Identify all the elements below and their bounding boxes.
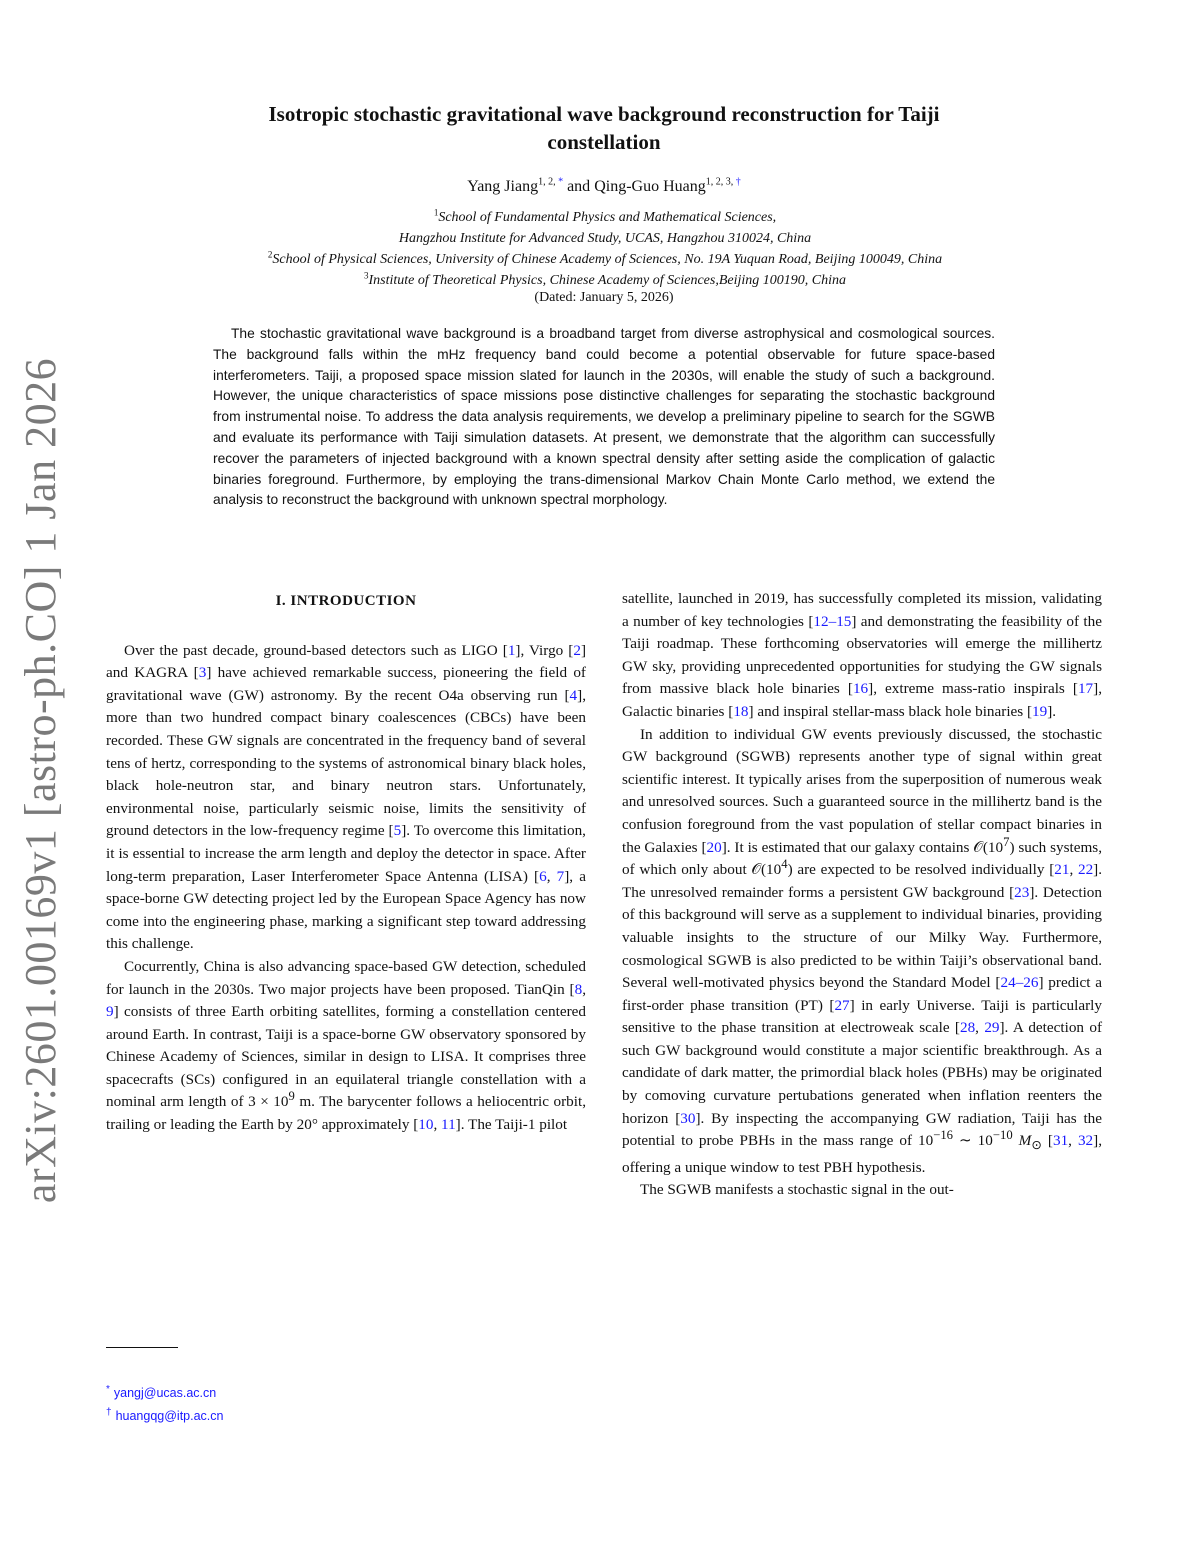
- footnote-2: [106, 1403, 406, 1426]
- arxiv-identifier: arXiv:2601.00169v1 [astro-ph.CO] 1 Jan 2026: [16, 357, 66, 1203]
- citation-link[interactable]: 16: [852, 680, 869, 698]
- author-conjunction: and: [563, 178, 595, 195]
- citation-link[interactable]: 11: [441, 1116, 456, 1134]
- affiliation-2: $^2$School of Physical Sciences, University of Chinese Academy of Sciences, No. 19A Yuquan Road, Beijing 100049, China: [267, 249, 943, 267]
- citation-link[interactable]: 12–15: [813, 612, 852, 630]
- citation-link[interactable]: 17: [1077, 680, 1094, 698]
- citation-link[interactable]: 18: [733, 702, 749, 720]
- citation-link[interactable]: 27: [834, 996, 850, 1014]
- footnotes: [106, 1380, 406, 1426]
- author-2-footnote-link[interactable]: †: [735, 176, 741, 188]
- affiliation-3: $^3$Institute of Theoretical Physics, Chinese Academy of Sciences,Beijing 100190, China: [364, 270, 846, 288]
- dated-line: (Dated: January 5, 2026): [534, 290, 674, 305]
- citation-link[interactable]: 23: [1014, 883, 1030, 901]
- intro-paragraph-3: In addition to individual GW events previously discussed, the stochastic GW background (SGWB) represents another type of signal within great scientific interest. It typically arises from the superposition of numerous weak and unresolved sources. Such a guaranteed source in the millihertz band is the confusion foreground from the vast population of stellar compact binaries in the Galaxies [20]. It is estimated that our galaxy contains $𝒪(10^7)$ such systems, of which only about $𝒪(10^4)$ are expected to be resolved individually [21, 22]. The unresolved remainder forms a persistent GW background [23]. Detection of this background will serve as a supplement to individual binaries, providing valuable insights to the structure of our Milky Way. Furthermore, cosmological SGWB is also predicted to be within Taiji’s observational band. Several well-motivated physics beyond the Standard Model [24–26] predict a first-order phase transition (PT) [27] in early Universe. Taiji is particularly sensitive to the phase transition at electroweak scale [28, 29]. A detection of such GW background would constitute a major scientific breakthrough. As a candidate of dark matter, the primordial black holes (PBHs) may be originated by comoving curvature pertubations generated when inflation reenters the horizon [30]. By inspecting the accompanying GW radiation, Taiji has the potential to probe PBHs in the mass range of $10^{-16}$ ∼ $10^{-10}$ $M_⊙$ [31, 32], offering a unique window to test PBH hypothesis.: [622, 725, 1103, 1176]
- author-1: Yang Jiang: [467, 178, 539, 195]
- citation-link[interactable]: 31: [1052, 1132, 1069, 1150]
- citation-link[interactable]: 4: [569, 686, 578, 704]
- citation-link[interactable]: 3: [198, 664, 207, 682]
- citation-link[interactable]: 22: [1077, 861, 1094, 879]
- section-heading-introduction: I. INTRODUCTION: [275, 593, 417, 609]
- citation-link[interactable]: 7: [556, 867, 565, 885]
- author-1-affil: 1, 2,: [538, 176, 559, 188]
- author-1-footnote-link[interactable]: *: [558, 176, 564, 188]
- citation-link[interactable]: 29: [984, 1019, 1000, 1037]
- intro-paragraph-1: Over the past decade, ground-based detectors such as LIGO [1], Virgo [2] and KAGRA [3] have achieved remarkable success, pioneering the field of gravitational wave (GW) astronomy. By the recent O4a observing run [4], more than two hundred compact binary coalescences (CBCs) have been recorded. These GW signals are concentrated in the frequency band of several tens of hertz, corresponding to the systems of astronomical binary black holes, black hole-neutron star, and binary neutron stars. Unfortunately, environmental noise, particularly seismic noise, limits the sensitivity of ground detectors in the low-frequency regime [5]. To overcome this limitation, it is essential to increase the arm length and deploy the detector in space. After long-term preparation, Laser Interferometer Space Antenna (LISA) [6, 7], a space-borne GW detecting project led by the European Space Agency has now come into the engineering phase, marking a significant step toward addressing this challenge.: [106, 641, 586, 953]
- arxiv-identifier-stamp: [6, 357, 76, 1203]
- footnote-2-mark: †: [106, 1407, 112, 1419]
- title-line-1: Isotropic stochastic gravitational wave background reconstruction for Taiji: [268, 102, 940, 126]
- citation-link[interactable]: 1: [507, 641, 516, 659]
- footnote-divider: [106, 1347, 178, 1348]
- citation-link[interactable]: 19: [1032, 702, 1048, 720]
- citation-link[interactable]: 5: [393, 822, 402, 840]
- citation-link[interactable]: 8: [574, 980, 583, 998]
- citation-link[interactable]: 6: [539, 867, 547, 885]
- intro-paragraph-2: Cocurrently, China is also advancing space-based GW detection, scheduled for launch in the 2030s. Two major projects have been proposed. TianQin [8, 9] consists of three Earth orbiting satellites, forming a constellation centered around Earth. In contrast, Taiji is a space-borne GW observatory sponsored by Chinese Academy of Sciences, similar in design to LISA. It comprises three spacecrafts (SCs) configured in an equilateral triangle constellation with a nominal arm length of $3 \times 10^9$ m. The barycenter follows a heliocentric orbit, trailing or leading the Earth by 20° approximately [10, 11]. The Taiji-1 pilot: [106, 957, 586, 1134]
- left-column: [106, 588, 586, 1137]
- author-2: Qing-Guo Huang: [594, 178, 706, 195]
- citation-link[interactable]: 28: [959, 1019, 976, 1037]
- abstract: The stochastic gravitational wave background is a broadband target from diverse astrophysical and cosmological sources. The background falls within the mHz frequency band could become a potential observable for future space-based interferometers. Taiji, a proposed space mission slated for launch in the 2030s, will enable the study of such a background. However, the unique characteristics of space missions pose distinctive challenges for separating the stochastic background from instrumental noise. To address the data analysis requirements, we develop a preliminary pipeline to search for the SGWB and evaluate its performance with Taiji simulation datasets. At present, we demonstrate that the algorithm can successfully recover the parameters of injected background with a known spectral density after setting aside the complication of galactic binaries foreground. Furthermore, by employing the trans-dimensional Markov Chain Monte Carlo method, we extend the analysis to reconstruct the background with unknown spectral morphology.: [213, 326, 995, 508]
- citation-link[interactable]: 24–26: [1000, 974, 1039, 992]
- intro-paragraph-2-cont: satellite, launched in 2019, has successfully completed its mission, validating a number of key technologies [12–15] and demonstrating the feasibility of the Taiji roadmap. These forthcoming observatories will emerge the millihertz GW sky, providing unprecedented opportunities for studying the GW signals from massive black hole binaries [16], extreme mass-ratio inspirals [17], Galactic binaries [18] and inspiral stellar-mass black hole binaries [19].: [622, 590, 1102, 720]
- citation-link[interactable]: 10: [418, 1116, 434, 1134]
- footnote-1: [106, 1380, 406, 1403]
- citation-link[interactable]: 20: [706, 838, 722, 856]
- paper-title: [150, 100, 1058, 156]
- footnote-1-mark: *: [106, 1384, 110, 1395]
- citation-link[interactable]: 2: [573, 641, 581, 659]
- affiliation-1-cont: Hangzhou Institute for Advanced Study, UCAS, Hangzhou 310024, China: [398, 231, 812, 246]
- citation-link[interactable]: 9: [106, 1003, 114, 1021]
- intro-paragraph-4: The SGWB manifests a stochastic signal in the out-: [640, 1181, 954, 1199]
- citation-link[interactable]: 32: [1077, 1132, 1094, 1150]
- email-link-author-2[interactable]: huangqg@itp.ac.cn: [115, 1409, 224, 1424]
- title-line-2: constellation: [547, 130, 661, 154]
- citation-link[interactable]: 21: [1054, 861, 1070, 879]
- right-column: [622, 588, 1102, 1202]
- author-2-affil: 1, 2, 3,: [705, 176, 736, 188]
- affiliations: [100, 207, 1110, 291]
- email-link-author-1[interactable]: yangj@ucas.ac.cn: [113, 1386, 217, 1401]
- author-list: [150, 178, 1058, 196]
- affiliation-1: $^1$School of Fundamental Physics and Mathematical Sciences,: [433, 207, 777, 225]
- citation-link[interactable]: 30: [680, 1109, 696, 1127]
